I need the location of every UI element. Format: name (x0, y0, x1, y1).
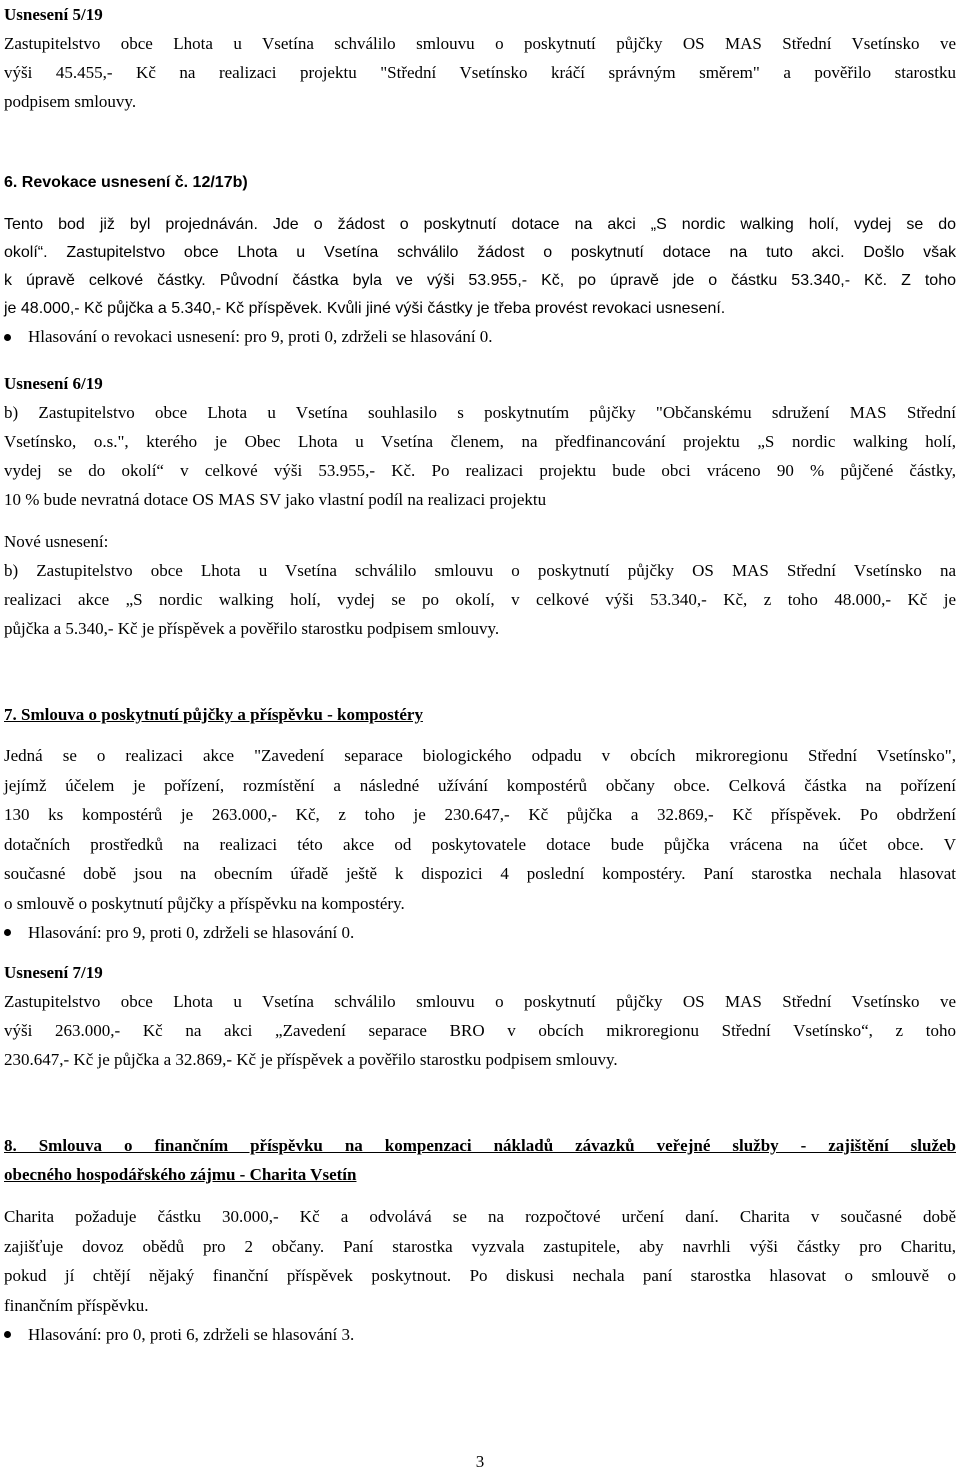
resolution-title: Usnesení 7/19 (4, 963, 103, 982)
text-span: Původní částka byla ve výši 53.955,- Kč, po úpravě jde o částku 53.340,- Kč. (205, 272, 888, 289)
text-span: Z toho (887, 272, 957, 289)
resolution-6-19 (4, 369, 956, 514)
vote-text: Hlasování o revokaci usnesení: pro 9, proti 0, zdrželi se hlasování 0. (28, 327, 493, 346)
text-span: vydej se do okolí“ v celkové výši 53.955,- Kč. (4, 461, 416, 480)
section-heading: 8. Smlouva o finančním příspěvku na kompenzaci nákladů závazků veřejné služby - zajištění služeb (4, 1136, 956, 1155)
paragraph-line: b) Zastupitelstvo obce Lhota u Vsetína souhlasilo s poskytnutím půjčky "Občanskému sdružení MAS Střední (4, 403, 956, 422)
vote-item (4, 323, 956, 351)
paragraph-line (4, 456, 956, 485)
page-number: 3 (475, 1452, 485, 1471)
bullet-icon (4, 1331, 11, 1338)
paragraph-line: pokud jí chtějí nějaký finanční příspěvek poskytnout. Po diskusi nechala paní starostka hlasovat o smlouvě o (4, 1266, 956, 1285)
section-6 (4, 168, 956, 197)
paragraph-line: výši 45.455,- Kč na realizaci projektu "Střední Vsetínsko kráčí správným směrem" a pověřilo starostku (4, 63, 956, 82)
paragraph-line (4, 239, 956, 267)
section-heading: obecného hospodářského zájmu - Charita Vsetín (4, 1165, 357, 1184)
resolution-title: Usnesení 6/19 (4, 374, 103, 393)
paragraph-line: Jedná se o realizaci akce "Zavedení separace biologického odpadu v obcích mikroregionu Střední Vsetínsko", (4, 746, 956, 765)
text-span: Kvůli jiné výši částky je třeba provést revokaci usnesení. (322, 300, 726, 317)
section-heading: 7. Smlouva o poskytnutí půjčky a příspěvku - kompostéry (4, 705, 423, 724)
section-6-body (4, 211, 956, 351)
text-span: Po realizaci projektu bude obci vráceno 90 % půjčené částky, (415, 461, 956, 480)
resolution-7-19 (4, 958, 956, 1074)
vote-item (4, 1320, 956, 1350)
paragraph-line: 10 % bude nevratná dotace OS MAS SV jako vlastní podíl na realizaci projektu (4, 490, 547, 509)
resolution-5-19 (4, 0, 956, 116)
section-8-body (4, 1202, 956, 1350)
text-span: Zastupitelstvo obce Lhota u Vsetína schválilo žádost o poskytnutí dotace na tuto akci. (47, 244, 845, 261)
new-resolution (4, 527, 956, 643)
paragraph-line (4, 267, 956, 295)
paragraph-line: půjčka a 5.340,- Kč je příspěvek a pověřilo starostku podpisem smlouvy. (4, 619, 500, 638)
vote-item (4, 918, 956, 948)
paragraph-line (4, 295, 956, 323)
paragraph-line: výši 263.000,- Kč na akci „Zavedení separace BRO v obcích mikroregionu Střední Vsetínsko“, z toho (4, 1021, 956, 1040)
paragraph-line: současné době jsou na obecním úřadě ještě k dispozici 4 poslední kompostéry. Paní starostka nechala hlasovat (4, 864, 956, 883)
text-span: Jde o žádost o poskytnutí dotace na akci „S nordic walking holí, vydej se do (257, 216, 957, 233)
text-span: Tento bod již byl projednáván. (4, 216, 258, 233)
section-7-body (4, 741, 956, 948)
text-span: okolí“. (4, 244, 48, 261)
paragraph-line: podpisem smlouvy. (4, 92, 137, 111)
text-span: k úpravě celkové částky. (4, 272, 206, 289)
vote-text: Hlasování: pro 0, proti 6, zdrželi se hlasování 3. (28, 1325, 355, 1344)
vote-text: Hlasování: pro 9, proti 0, zdrželi se hlasování 0. (28, 923, 355, 942)
text-span: je 48.000,- Kč půjčka a 5.340,- Kč příspěvek. (4, 300, 323, 317)
resolution-title: Nové usnesení: (4, 532, 109, 551)
paragraph-line (4, 211, 956, 239)
paragraph-line: finančním příspěvku. (4, 1295, 149, 1315)
section-8 (4, 1131, 956, 1189)
paragraph-line: jejímž účelem je pořízení, rozmístění a následné užívání kompostérů občany obce. Celková částka na pořízení (4, 775, 956, 795)
paragraph-line: realizaci akce „S nordic walking holí, vydej se po okolí, v celkové výši 53.340,- Kč, z toho 48.000,- Kč je (4, 590, 956, 609)
text-span: Došlo však (844, 244, 957, 261)
section-7 (4, 700, 956, 729)
paragraph-line: Charita požaduje částku 30.000,- Kč a odvolává se na rozpočtové určení daní. Charita v současné době (4, 1207, 956, 1226)
bullet-icon (4, 929, 11, 936)
paragraph-line: Zastupitelstvo obce Lhota u Vsetína schválilo smlouvu o poskytnutí půjčky OS MAS Střední Vsetínsko ve (4, 992, 956, 1011)
bullet-icon (4, 334, 11, 341)
paragraph-line: b) Zastupitelstvo obce Lhota u Vsetína schválilo smlouvu o poskytnutí půjčky OS MAS Střední Vsetínsko na (4, 561, 956, 580)
resolution-title: Usnesení 5/19 (4, 5, 103, 24)
paragraph-line: o smlouvě o poskytnutí půjčky a příspěvku na kompostéry. (4, 893, 405, 913)
paragraph-line: Vsetínsko, o.s.", kterého je Obec Lhota u Vsetína členem, na předfinancování projektu „S nordic walking holí, (4, 432, 956, 451)
paragraph-line: 130 ks kompostérů je 263.000,- Kč, z toho je 230.647,- Kč půjčka a 32.869,- Kč příspěvek. Po obdržení (4, 805, 956, 824)
paragraph-line: Zastupitelstvo obce Lhota u Vsetína schválilo smlouvu o poskytnutí půjčky OS MAS Střední Vsetínsko ve (4, 34, 956, 53)
paragraph-line: 230.647,- Kč je půjčka a 32.869,- Kč je příspěvek a pověřilo starostku podpisem smlouvy. (4, 1050, 618, 1069)
paragraph-line: zajišťuje dovoz obědů pro 2 občany. Paní starostka vyzvala zastupitele, aby navrhli výši částky pro Charitu, (4, 1236, 956, 1256)
paragraph-line: dotačních prostředků na realizaci této akce od poskytovatele dotace bude půjčka vrácena na účet obce. V (4, 834, 956, 854)
section-heading: 6. Revokace usnesení č. 12/17b) (4, 174, 248, 191)
